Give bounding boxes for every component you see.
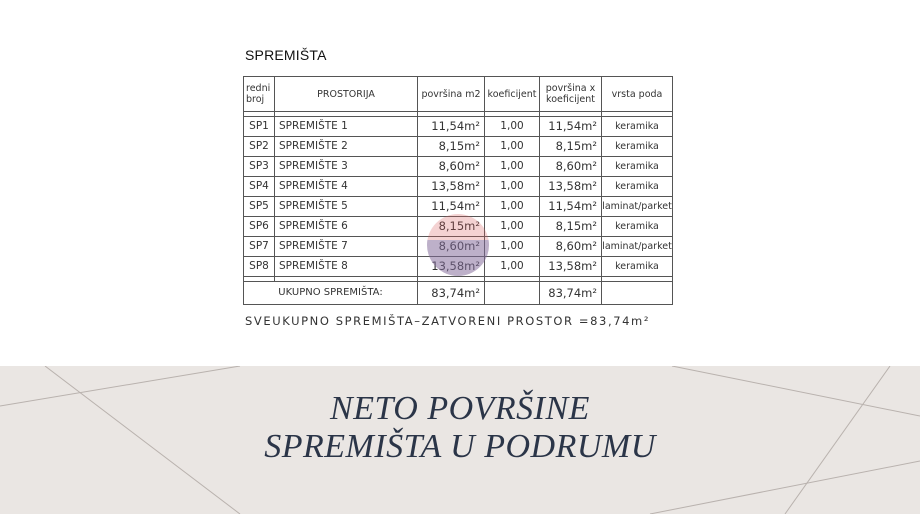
row-room: SPREMIŠTE 2	[275, 137, 418, 157]
row-area-k: 11,54m²	[540, 117, 602, 137]
table-row	[244, 117, 673, 137]
row-id: SP7	[244, 237, 275, 257]
total-area: 83,74m²	[418, 282, 485, 305]
row-koef: 1,00	[485, 197, 540, 217]
watermark-logo	[427, 214, 489, 276]
row-room: SPREMIŠTE 7	[275, 237, 418, 257]
row-area: 8,60m²	[418, 237, 485, 257]
header-koeficijent: koeficijent	[485, 77, 540, 112]
row-area: 8,15m²	[418, 217, 485, 237]
row-koef: 1,00	[485, 177, 540, 197]
row-room: SPREMIŠTE 8	[275, 257, 418, 277]
row-area-k: 8,15m²	[540, 137, 602, 157]
banner-title-line-1: NETO POVRŠINE	[330, 390, 590, 427]
row-floor: keramika	[602, 137, 673, 157]
header-prostorija: PROSTORIJA	[275, 77, 418, 112]
row-floor: keramika	[602, 217, 673, 237]
row-area-k: 13,58m²	[540, 257, 602, 277]
row-room: SPREMIŠTE 6	[275, 217, 418, 237]
row-area: 11,54m²	[418, 197, 485, 217]
row-floor: laminat/parket	[602, 237, 673, 257]
row-area-k: 8,60m²	[540, 237, 602, 257]
row-koef: 1,00	[485, 137, 540, 157]
row-floor: laminat/parket	[602, 197, 673, 217]
row-koef: 1,00	[485, 117, 540, 137]
title-banner	[0, 366, 920, 514]
row-koef: 1,00	[485, 217, 540, 237]
total-floor-empty	[602, 282, 673, 305]
grand-total-line: SVEUKUPNO SPREMIŠTA–ZATVORENI PROSTOR =83,74m²	[245, 314, 651, 328]
row-area-k: 8,60m²	[540, 157, 602, 177]
row-area: 8,60m²	[418, 157, 485, 177]
header-redni-broj: redni broj	[244, 77, 275, 112]
row-room: SPREMIŠTE 3	[275, 157, 418, 177]
row-koef: 1,00	[485, 257, 540, 277]
row-area: 11,54m²	[418, 117, 485, 137]
table-total-row	[244, 282, 673, 305]
row-area-k: 11,54m²	[540, 197, 602, 217]
total-label: UKUPNO SPREMIŠTA:	[244, 282, 418, 305]
row-koef: 1,00	[485, 237, 540, 257]
row-id: SP3	[244, 157, 275, 177]
row-id: SP5	[244, 197, 275, 217]
section-heading: SPREMIŠTA	[245, 47, 327, 63]
table-row	[244, 157, 673, 177]
header-povrsina-x-koeficijent: površina x koeficijent	[540, 77, 602, 112]
table-header-row	[244, 77, 673, 112]
row-floor: keramika	[602, 177, 673, 197]
table-row	[244, 177, 673, 197]
row-id: SP2	[244, 137, 275, 157]
total-area-k: 83,74m²	[540, 282, 602, 305]
row-koef: 1,00	[485, 157, 540, 177]
row-room: SPREMIŠTE 5	[275, 197, 418, 217]
row-id: SP4	[244, 177, 275, 197]
row-area: 8,15m²	[418, 137, 485, 157]
row-area-k: 8,15m²	[540, 217, 602, 237]
row-floor: keramika	[602, 257, 673, 277]
row-id: SP6	[244, 217, 275, 237]
row-area: 13,58m²	[418, 257, 485, 277]
row-floor: keramika	[602, 157, 673, 177]
row-room: SPREMIŠTE 1	[275, 117, 418, 137]
table-row	[244, 137, 673, 157]
header-vrsta-poda: vrsta poda	[602, 77, 673, 112]
header-povrsina: površina m2	[418, 77, 485, 112]
row-area-k: 13,58m²	[540, 177, 602, 197]
total-koef-empty	[485, 282, 540, 305]
row-id: SP8	[244, 257, 275, 277]
row-floor: keramika	[602, 117, 673, 137]
banner-title-line-2: SPREMIŠTA U PODRUMU	[264, 428, 656, 465]
row-area: 13,58m²	[418, 177, 485, 197]
row-room: SPREMIŠTE 4	[275, 177, 418, 197]
row-id: SP1	[244, 117, 275, 137]
